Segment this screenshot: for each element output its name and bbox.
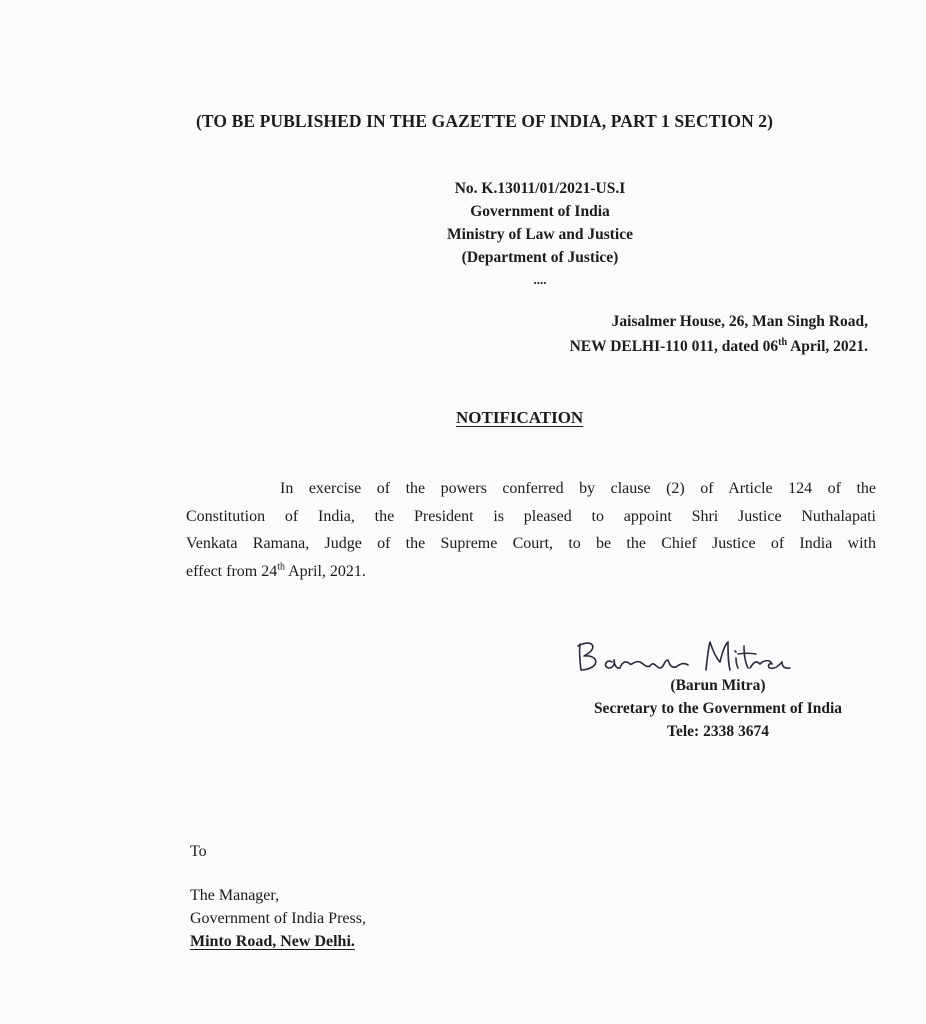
handwritten-signature — [570, 632, 810, 682]
body-date-superscript: th — [277, 561, 285, 573]
signatory-telephone: Tele: 2338 3674 — [667, 723, 769, 740]
file-number: No. K.13011/01/2021-US.I — [454, 180, 626, 197]
address-date-prefix: NEW DELHI-110 011, dated 06 — [569, 338, 779, 355]
notification-body — [186, 475, 876, 585]
body-date-suffix: April, 2021. — [285, 562, 366, 580]
address-date-superscript: th — [778, 336, 788, 348]
body-line-2: Constitution of India, the President is pleased to appoint Shri Justice Nuthalapati — [186, 507, 876, 525]
body-line-4 — [186, 558, 876, 586]
ministry-name: Ministry of Law and Justice — [447, 226, 633, 243]
header-separator: .... — [533, 272, 547, 287]
body-date-prefix: effect from 24 — [186, 562, 278, 580]
address-line-1: Jaisalmer House, 26, Man Singh Road, — [611, 313, 868, 330]
department-name: (Department of Justice) — [461, 249, 619, 266]
body-line-1: In exercise of the powers conferred by clause (2) of Article 124 of the — [280, 480, 876, 497]
recipient-to: To — [190, 843, 207, 860]
body-line-3: Venkata Ramana, Judge of the Supreme Court, to be the Chief Justice of India with — [186, 535, 876, 552]
recipient-line-3: Minto Road, New Delhi. — [190, 933, 355, 950]
recipient-line-2: Government of India Press, — [190, 910, 366, 927]
address-date-suffix: April, 2021. — [787, 338, 868, 355]
recipient-line-1: The Manager, — [190, 887, 280, 904]
signatory-name: (Barun Mitra) — [670, 677, 766, 694]
signatory-designation: Secretary to the Government of India — [593, 700, 843, 717]
address-line-2 — [570, 338, 868, 356]
notification-title: NOTIFICATION — [456, 408, 584, 427]
government-name: Government of India — [470, 203, 610, 220]
gazette-publication-line: (TO BE PUBLISHED IN THE GAZETTE OF INDIA, PART 1 SECTION 2) — [196, 111, 774, 131]
